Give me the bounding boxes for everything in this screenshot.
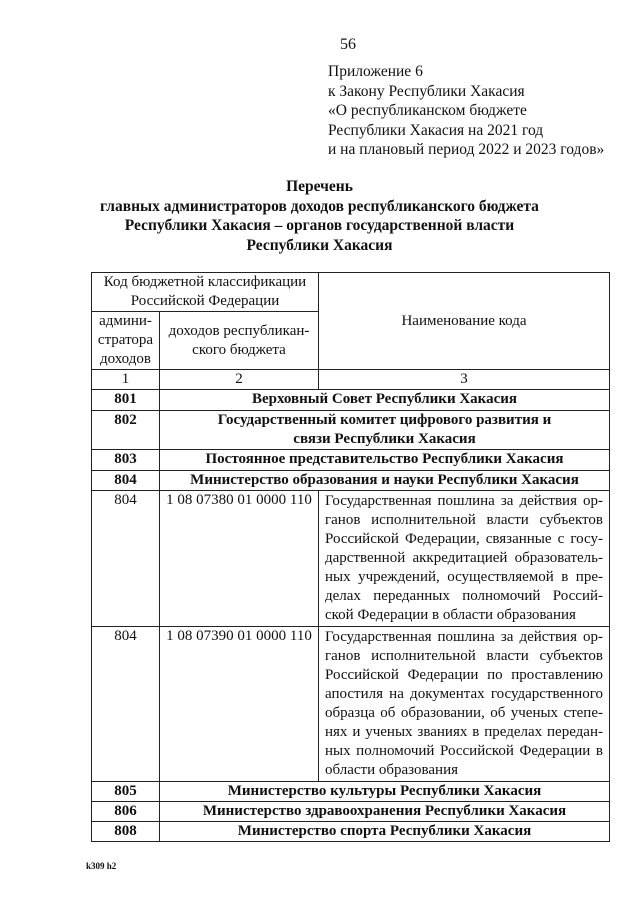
description-line: ных учреждений, осуществляемой в пре- — [325, 569, 603, 585]
revenue-code: 1 08 07390 01 0000 110 — [160, 627, 319, 782]
table-row — [92, 627, 610, 782]
table-row — [92, 782, 610, 802]
description-line: образца об образовании, об ученых степе- — [325, 705, 603, 721]
admin-name: Министерство здравоохранения Республики Хакасия — [160, 802, 610, 822]
column-number: 1 — [92, 370, 160, 390]
description-line: нях и ученых званиях в пределах передан- — [325, 724, 603, 740]
admin-name: Государственный комитет цифрового развития и связи Республики Хакасия — [160, 411, 610, 450]
admin-name: Верховный Совет Республики Хакасия — [160, 390, 610, 411]
description-line: ской Федерации в области образования — [325, 607, 576, 623]
header-row — [92, 273, 610, 312]
description-line: ных полномочий Российской Федерации в — [325, 743, 603, 759]
column-number: 2 — [160, 370, 319, 390]
description-line: Российской Федерации, связанные с госу- — [325, 531, 603, 547]
admin-code: 806 — [92, 802, 160, 822]
appendix-note — [328, 62, 604, 160]
title-line: Перечень — [286, 178, 353, 195]
code-description — [319, 491, 610, 627]
admin-code: 801 — [92, 390, 160, 411]
description-line: дарственной аккредитацией образователь- — [325, 550, 603, 566]
table-row — [92, 411, 610, 450]
header-col1: админи-стратора доходов — [92, 312, 160, 370]
description-line: Государственная пошлина за действия ор- — [325, 493, 603, 509]
admin-code: 804 — [92, 491, 160, 627]
admin-code: 804 — [92, 627, 160, 782]
admin-code: 804 — [92, 471, 160, 491]
column-number: 3 — [319, 370, 610, 390]
document-title — [0, 177, 639, 255]
table-row — [92, 491, 610, 627]
header-col3: Наименование кода — [319, 273, 610, 370]
admin-name: Министерство образования и науки Республики Хакасия — [160, 471, 610, 491]
admin-code: 802 — [92, 411, 160, 450]
administrators-table — [91, 272, 610, 842]
table-row — [92, 822, 610, 842]
appendix-line: к Закону Республики Хакасия — [328, 82, 525, 100]
appendix-line: «О республиканском бюджете — [328, 102, 527, 119]
table-row — [92, 471, 610, 491]
description-line: апостиля на документах государственного — [325, 686, 603, 702]
appendix-line: и на плановый период 2022 и 2023 годов» — [328, 141, 605, 158]
title-line: главных администраторов доходов республиканского бюджета — [100, 197, 539, 215]
description-line: делах переданных полномочий Россий- — [325, 588, 603, 604]
admin-code: 803 — [92, 450, 160, 471]
title-line: Республики Хакасия — [246, 236, 393, 254]
page-number: 56 — [340, 36, 356, 53]
admin-name: Министерство культуры Республики Хакасия — [160, 782, 610, 802]
description-line: Российской Федерации по проставлению — [325, 667, 603, 683]
code-description — [319, 627, 610, 782]
description-line: Государственная пошлина за действия ор- — [325, 629, 603, 645]
table-row — [92, 802, 610, 822]
description-line: ганов исполнительной власти субъектов — [325, 648, 603, 664]
description-line: ганов исполнительной власти субъектов — [325, 512, 603, 528]
table-row — [92, 450, 610, 471]
admin-code: 805 — [92, 782, 160, 802]
description-line: области образования — [325, 762, 459, 778]
appendix-line: Приложение 6 — [328, 63, 423, 80]
revenue-code: 1 08 07380 01 0000 110 — [160, 491, 319, 627]
header-col2: доходов республикан-ского бюджета — [160, 312, 319, 370]
admin-code: 808 — [92, 822, 160, 842]
title-line: Республики Хакасия – органов государственной власти — [124, 217, 515, 234]
column-numbers-row — [92, 370, 610, 390]
appendix-line: Республики Хакасия на 2021 год — [328, 121, 544, 139]
admin-name: Постоянное представительство Республики Хакасия — [160, 450, 610, 471]
table-row — [92, 390, 610, 411]
header-group: Код бюджетной классификации Российской Федерации — [92, 273, 319, 312]
admin-name: Министерство спорта Республики Хакасия — [160, 822, 610, 842]
footer-code: k309 h2 — [86, 861, 117, 871]
